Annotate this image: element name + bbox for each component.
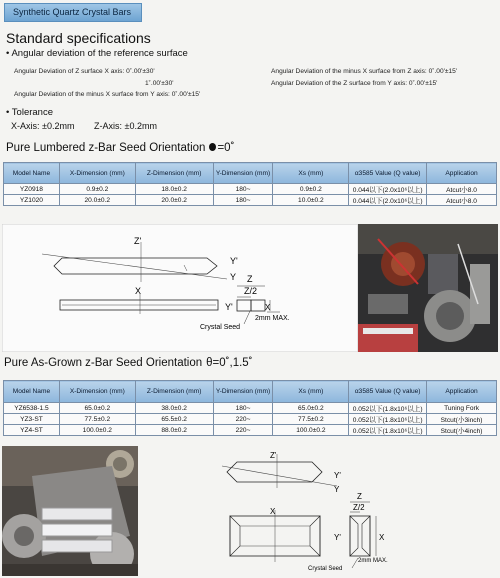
label-x-small: X — [265, 303, 271, 312]
label-max: 2mm MAX. — [255, 315, 290, 322]
header-z-dimension: Z-Dimension (mm) — [135, 381, 213, 403]
alpha-icon: α — [354, 169, 359, 177]
label-x-small: X — [379, 533, 385, 542]
cell: 20.0±0.2 — [135, 195, 213, 206]
crystal-bars-image — [2, 446, 138, 576]
cell: 0.9±0.2 — [59, 184, 135, 195]
angular-title: Angular deviation of the reference surface — [11, 48, 188, 59]
cell: 220~ — [213, 425, 273, 436]
cell: 100.0±0.2 — [273, 425, 349, 436]
table-row — [4, 195, 497, 206]
cell: 38.0±0.2 — [135, 403, 213, 414]
label-z: Z — [247, 274, 253, 284]
tolerance-x: X-Axis: ±0.2mm — [11, 121, 75, 131]
cell: 0.044以下(2.0x10⁶以上) — [349, 195, 427, 206]
cell: YZ3-ST — [4, 414, 60, 425]
cell: Atcut小8.0 — [427, 184, 497, 195]
tolerance-z: Z-Axis: ±0.2mm — [94, 121, 157, 131]
cell: 180~ — [213, 403, 273, 414]
table-section2 — [3, 380, 497, 436]
section2-orientation: θ=0˚,1.5˚ — [206, 357, 253, 369]
label-z-prime: Z' — [134, 236, 142, 246]
cross-section — [350, 516, 370, 556]
header-q-value: α3585 Value (Q value) — [349, 163, 427, 184]
bar-top-view — [227, 462, 322, 482]
header-x-dimension: X-Dimension (mm) — [59, 163, 135, 184]
cell: Stcut(小3inch) — [427, 414, 497, 425]
cell: 0.052以下(1.8x10⁶以上) — [349, 403, 427, 414]
label-x: X — [135, 286, 142, 296]
table-row — [4, 403, 497, 414]
header-application: Application — [427, 381, 497, 403]
diagram-as-grown-bar — [212, 446, 498, 576]
header-y-dimension: Y-Dimension (mm) — [213, 163, 273, 184]
diagram-lumbered-bar — [2, 224, 358, 352]
photo-crystal-bars — [2, 446, 138, 576]
cell: 0.052以下(1.8x10⁶以上) — [349, 414, 427, 425]
label-y: Y — [230, 272, 237, 282]
label-y-prime: Y' — [334, 471, 341, 480]
tolerance-heading — [6, 107, 53, 118]
spec-z-from-y: Angular Deviation of the Z surface from Y axis: 0˚.00'±15' — [271, 80, 438, 87]
spec-z-from-x: Angular Deviation of Z surface X axis: 0˚.00'±30' — [14, 68, 155, 75]
header-model: Model Name — [4, 381, 60, 403]
photo-machinery — [358, 224, 498, 352]
header-q-value: α3585 Value (Q value) — [349, 381, 427, 403]
label-max: 2mm MAX. — [358, 558, 388, 564]
spec-minus-x-from-y: Angular Deviation of the minus X surface from Y axis: 0˚.00'±15' — [14, 91, 201, 98]
angular-heading — [6, 48, 188, 59]
section2-title-text: Pure As-Grown z-Bar Seed Orientation — [4, 357, 203, 369]
section-title-standard: Standard specifications — [6, 30, 151, 46]
cell: 0.9±0.2 — [273, 184, 349, 195]
cell: 0.052以下(1.8x10⁶以上) — [349, 425, 427, 436]
cell: YZ0918 — [4, 184, 60, 195]
header-z-dimension: Z-Dimension (mm) — [135, 163, 213, 184]
cell: 77.5±0.2 — [273, 414, 349, 425]
cell: 100.0±0.2 — [59, 425, 135, 436]
cell: YZ4-ST — [4, 425, 60, 436]
label-y-prime-2: Y' — [225, 302, 233, 312]
cell: 180~ — [213, 195, 273, 206]
table-row — [4, 414, 497, 425]
bullet-icon: • — [6, 107, 10, 118]
cell: Atcut小8.0 — [427, 195, 497, 206]
cell: 77.5±0.2 — [59, 414, 135, 425]
section1-orientation: =0˚ — [217, 142, 235, 154]
label-z-half: Z/2 — [353, 503, 365, 512]
cell: 65.0±0.2 — [273, 403, 349, 414]
machinery-image — [358, 224, 498, 352]
cell: Stcut(小4inch) — [427, 425, 497, 436]
cell: 18.0±0.2 — [135, 184, 213, 195]
label-y: Y — [334, 485, 340, 494]
seed-dot-icon — [209, 143, 216, 151]
cell: 65.5±0.2 — [135, 414, 213, 425]
label-z-prime: Z' — [270, 451, 277, 460]
bullet-icon: • — [6, 48, 10, 59]
tolerance-title: Tolerance — [11, 107, 53, 118]
header-xs: Xs (mm) — [273, 381, 349, 403]
label-z: Z — [357, 492, 362, 501]
alpha-icon: α — [354, 388, 359, 395]
cell: 0.044以下(2.0x10⁶以上) — [349, 184, 427, 195]
label-z-half: Z/2 — [244, 286, 258, 296]
cell: 180~ — [213, 184, 273, 195]
section2-title — [4, 357, 253, 369]
label-y-prime-2: Y' — [334, 533, 341, 542]
header-xs: Xs (mm) — [273, 163, 349, 184]
cell: YZ1020 — [4, 195, 60, 206]
spec-z-from-x-2: 1˚.00'±30' — [145, 80, 174, 87]
label-crystal-seed: Crystal Seed — [200, 324, 241, 331]
cell: 65.0±0.2 — [59, 403, 135, 414]
cell: 220~ — [213, 414, 273, 425]
header-application: Application — [427, 163, 497, 184]
section1-title — [6, 142, 234, 154]
cell: 10.0±0.2 — [273, 195, 349, 206]
table-row — [4, 184, 497, 195]
table-row — [4, 425, 497, 436]
cell: 88.0±0.2 — [135, 425, 213, 436]
label-y-prime: Y' — [230, 256, 238, 266]
cell: Tuning Fork — [427, 403, 497, 414]
cell: 20.0±0.2 — [59, 195, 135, 206]
label-x: X — [270, 507, 276, 516]
table-section1 — [3, 162, 497, 206]
header-x-dimension: X-Dimension (mm) — [59, 381, 135, 403]
label-crystal-seed: Crystal Seed — [308, 566, 343, 572]
section1-title-text: Pure Lumbered z-Bar Seed Orientation — [6, 142, 206, 154]
cell: YZ6538-1.5 — [4, 403, 60, 414]
header-y-dimension: Y-Dimension (mm) — [213, 381, 273, 403]
spec-minus-x-from-z: Angular Deviation of the minus X surface from Z axis: 0˚.00'±15' — [271, 68, 458, 75]
header-tag: Synthetic Quartz Crystal Bars — [4, 3, 142, 22]
header-model: Model Name — [4, 163, 60, 184]
